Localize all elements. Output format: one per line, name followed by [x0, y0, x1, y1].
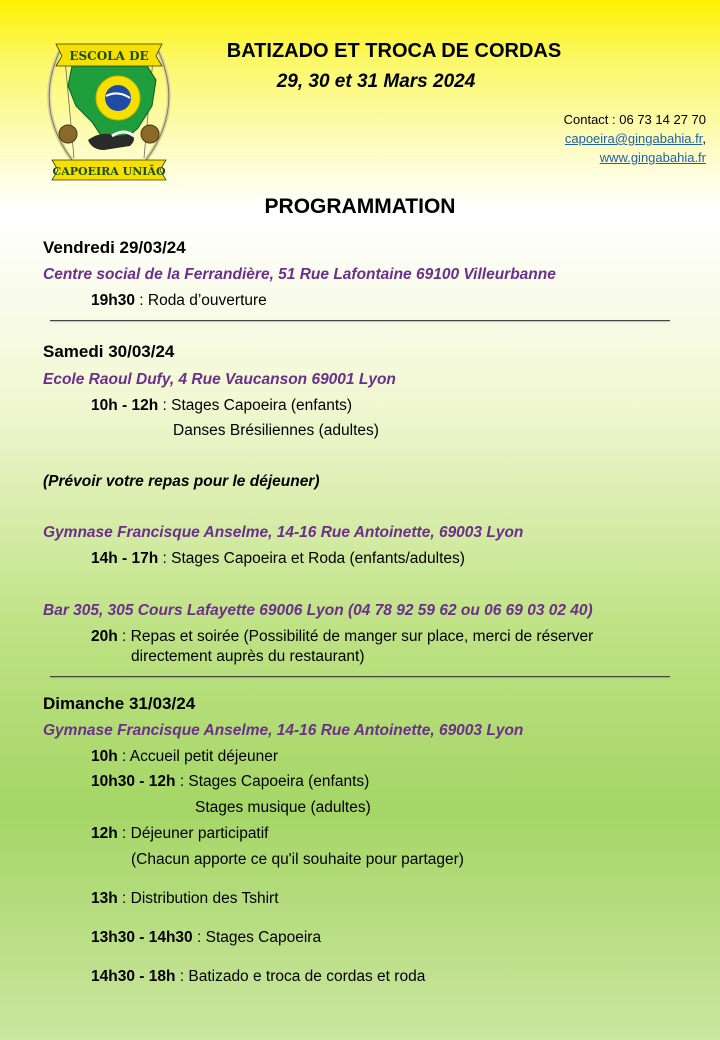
contact-email-line	[564, 129, 706, 148]
schedule-item: 12h : Déjeuner participatif	[91, 825, 269, 842]
venue-saturday-3: Bar 305, 305 Cours Lafayette 69006 Lyon (04 78 92 59 62 ou 06 69 03 02 40)	[43, 602, 593, 619]
venue-sunday: Gymnase Francisque Anselme, 14-16 Rue Antoinette, 69003 Lyon	[43, 722, 524, 739]
event-dates: 29, 30 et 31 Mars 2024	[276, 71, 476, 92]
schedule-item: 10h - 12h : Stages Capoeira (enfants)	[91, 397, 353, 414]
schedule-item: 13h30 - 14h30 : Stages Capoeira	[91, 929, 322, 946]
section-divider	[50, 320, 670, 321]
schedule-item-continuation: Stages musique (adultes)	[195, 799, 371, 816]
schedule-item: 20h : Repas et soirée (Possibilité de manger sur place, merci de réserver	[91, 628, 594, 645]
venue-friday: Centre social de la Ferrandière, 51 Rue Lafontaine 69100 Villeurbanne	[43, 266, 556, 283]
lunch-note: (Prévoir votre repas pour le déjeuner)	[43, 473, 320, 490]
day-sunday: Dimanche 31/03/24	[43, 694, 196, 713]
section-divider	[50, 676, 670, 677]
logo-bottom-text: CAPOEIRA UNIÃO	[52, 165, 166, 178]
schedule-item: 10h : Accueil petit déjeuner	[91, 748, 279, 765]
schedule-item-continuation: (Chacun apporte ce qu'il souhaite pour partager)	[131, 851, 464, 868]
schedule-item: 19h30 : Roda d’ouverture	[91, 292, 267, 309]
contact-block	[564, 110, 706, 167]
schedule-item: 13h : Distribution des Tshirt	[91, 890, 279, 907]
schedule-item-continuation: directement auprès du restaurant)	[131, 648, 365, 665]
contact-website-link[interactable]: www.gingabahia.fr	[599, 150, 706, 165]
day-saturday: Samedi 30/03/24	[43, 342, 175, 361]
contact-email-suffix: ,	[702, 131, 706, 146]
contact-phone: Contact : 06 73 14 27 70	[563, 112, 706, 127]
capoeira-uniao-logo	[34, 36, 184, 184]
schedule-item: 14h - 17h : Stages Capoeira et Roda (enfants/adultes)	[91, 550, 465, 567]
day-friday: Vendredi 29/03/24	[43, 238, 186, 257]
page-title: BATIZADO ET TROCA DE CORDAS	[226, 40, 562, 62]
schedule-item: 10h30 - 12h : Stages Capoeira (enfants)	[91, 773, 370, 790]
schedule-item-continuation: Danses Brésiliennes (adultes)	[173, 422, 379, 439]
logo-top-text: ESCOLA DE	[69, 49, 149, 63]
venue-saturday-2: Gymnase Francisque Anselme, 14-16 Rue Antoinette, 69003 Lyon	[43, 524, 524, 541]
schedule-item: 14h30 - 18h : Batizado e troca de cordas et roda	[91, 968, 426, 985]
contact-website-line	[564, 148, 706, 167]
programme-heading: PROGRAMMATION	[264, 195, 456, 218]
contact-email-link[interactable]: capoeira@gingabahia.fr	[564, 131, 703, 146]
venue-saturday-1: Ecole Raoul Dufy, 4 Rue Vaucanson 69001 Lyon	[43, 371, 396, 388]
